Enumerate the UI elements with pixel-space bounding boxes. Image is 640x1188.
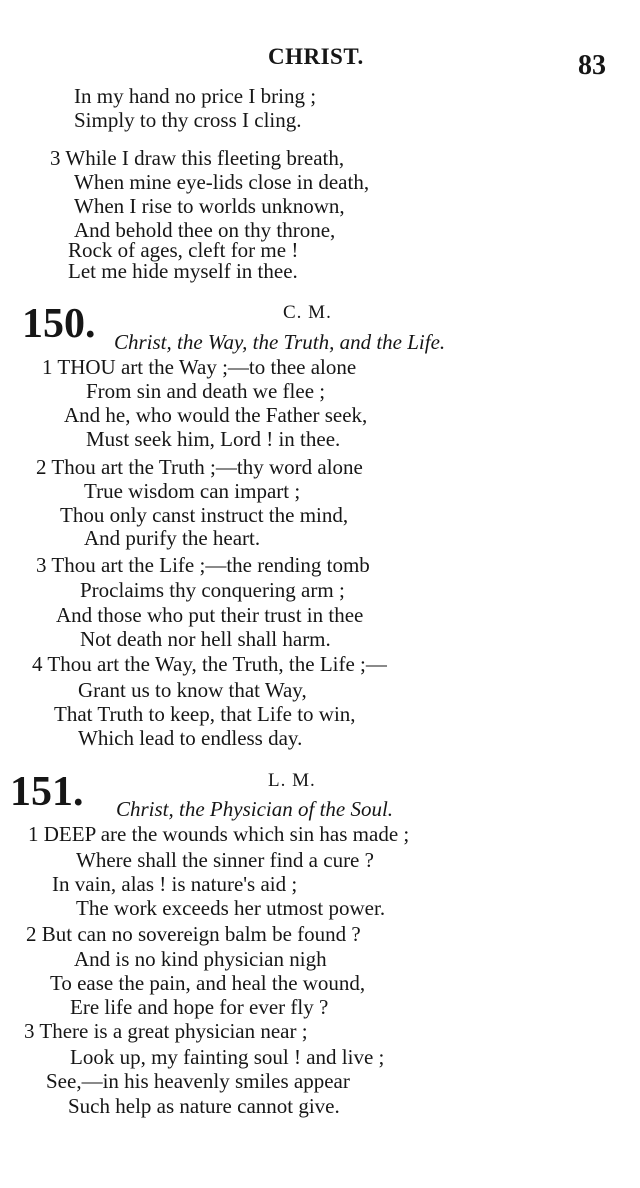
verse-line: In my hand no price I bring ; [74, 84, 317, 108]
verse-line: When I rise to worlds unknown, [74, 194, 345, 218]
verse-line: And he, who would the Father seek, [64, 403, 368, 427]
verse-line: 2 Thou art the Truth ;—thy word alone [36, 455, 363, 479]
verse-line: 1 DEEP are the wounds which sin has made ; [28, 822, 410, 846]
verse-line: From sin and death we flee ; [86, 379, 326, 403]
hymn-title: Christ, the Physician of the Soul. [116, 797, 394, 821]
verse-line: To ease the pain, and heal the wound, [50, 971, 366, 995]
verse-line: Not death nor hell shall harm. [80, 627, 331, 651]
verse-line: In vain, alas ! is nature's aid ; [52, 872, 298, 896]
verse-line: Let me hide myself in thee. [68, 259, 298, 283]
verse-line: And is no kind physician nigh [74, 947, 327, 971]
verse-line: When mine eye-lids close in death, [74, 170, 370, 194]
verse-line: Such help as nature cannot give. [68, 1094, 340, 1118]
page-number: 83 [578, 50, 606, 81]
hymn-title: Christ, the Way, the Truth, and the Life. [114, 330, 446, 354]
verse-line: And purify the heart. [84, 526, 261, 550]
verse-line: 4 Thou art the Way, the Truth, the Life ;— [32, 652, 387, 676]
hymn-number: 150. [22, 301, 96, 347]
verse-line: Look up, my fainting soul ! and live ; [70, 1045, 385, 1069]
verse-line: Thou only canst instruct the mind, [60, 503, 349, 527]
verse-line: 2 But can no sovereign balm be found ? [26, 922, 361, 946]
hymn-meter: L. M. [268, 770, 316, 791]
verse-line: Must seek him, Lord ! in thee. [86, 427, 341, 451]
verse-line: That Truth to keep, that Life to win, [54, 702, 356, 726]
verse-line: Where shall the sinner find a cure ? [76, 848, 374, 872]
verse-line: Grant us to know that Way, [78, 678, 307, 702]
verse-line: 1 THOU art the Way ;—to thee alone [42, 355, 357, 379]
verse-line: 3 Thou art the Life ;—the rending tomb [36, 553, 370, 577]
verse-line: Proclaims thy conquering arm ; [80, 578, 345, 602]
verse-line: Simply to thy cross I cling. [74, 108, 302, 132]
verse-line: And behold thee on thy throne, [74, 218, 336, 242]
verse-line: See,—in his heavenly smiles appear [46, 1069, 350, 1093]
running-header: CHRIST. [268, 44, 364, 69]
verse-line: The work exceeds her utmost power. [76, 896, 386, 920]
verse-line: 3 While I draw this fleeting breath, [50, 146, 345, 170]
hymn-number: 151. [10, 769, 84, 815]
verse-line: Ere life and hope for ever fly ? [70, 995, 329, 1019]
verse-line: And those who put their trust in thee [56, 603, 364, 627]
verse-line: Rock of ages, cleft for me ! [68, 238, 299, 262]
hymn-meter: C. M. [283, 302, 332, 323]
verse-line: 3 There is a great physician near ; [24, 1019, 308, 1043]
verse-line: Which lead to endless day. [78, 726, 303, 750]
verse-line: True wisdom can impart ; [84, 479, 301, 503]
